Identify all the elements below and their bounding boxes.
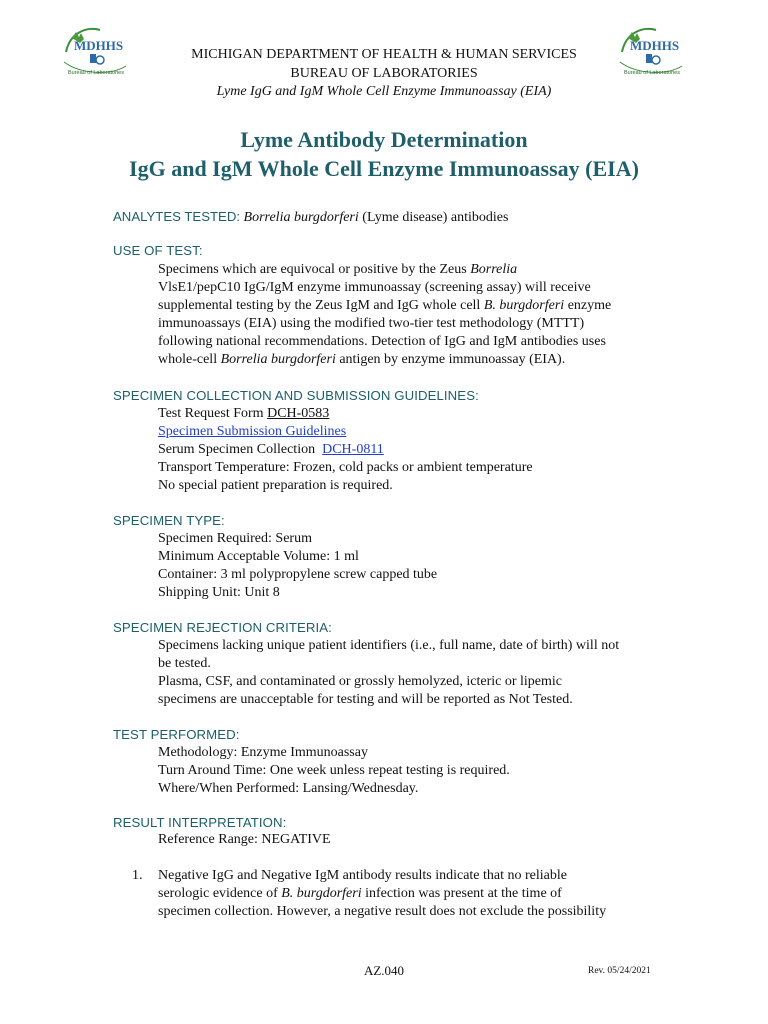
collection-heading: SPECIMEN COLLECTION AND SUBMISSION GUIDELINES: — [113, 388, 479, 403]
use-line-2: VlsE1/pepC10 IgG/IgM enzyme immunoassay (screening assay) will receive — [158, 280, 591, 295]
rejection-line: Specimens lacking unique patient identifiers (i.e., full name, date of birth) will not — [158, 638, 620, 653]
specimen-type-line: Shipping Unit: Unit 8 — [158, 585, 280, 600]
transport-line: Transport Temperature: Frozen, cold packs or ambient temperature — [158, 460, 533, 475]
svg-text:MDHHS: MDHHS — [74, 38, 124, 53]
footer-doc-id: AZ.040 — [363, 963, 405, 978]
performed-line: Turn Around Time: One week unless repeat testing is required. — [158, 763, 510, 778]
page-title: Lyme Antibody Determination — [240, 127, 528, 152]
header-test-name: Lyme IgG and IgM Whole Cell Enzyme Immunoassay (EIA) — [216, 84, 552, 99]
specimen-type-line: Minimum Acceptable Volume: 1 ml — [158, 549, 359, 564]
use-line-4: immunoassays (EIA) using the modified two-tier test methodology (MTTT) — [158, 316, 585, 331]
rejection-line: Plasma, CSF, and contaminated or grossly hemolyzed, icteric or lipemic — [158, 674, 563, 689]
analytes-rest: (Lyme disease) antibodies — [362, 210, 509, 225]
serum-collection-line: Serum Specimen Collection DCH-0811 — [158, 442, 384, 457]
performed-line: Methodology: Enzyme Immunoassay — [158, 745, 368, 760]
header-bureau: BUREAU OF LABORATORIES — [290, 66, 478, 81]
rejection-line: be tested. — [158, 656, 211, 671]
reference-range: Reference Range: NEGATIVE — [158, 832, 331, 847]
svg-text:Bureau of Laboratories: Bureau of Laboratories — [624, 70, 680, 76]
interpretation-heading: RESULT INTERPRETATION: — [113, 815, 287, 830]
interpretation-line-3: specimen collection. However, a negative result does not exclude the possibility — [158, 904, 607, 919]
analytes-line — [113, 209, 508, 226]
interpretation-line-2: serologic evidence of B. burgdorferi infection was present at the time of — [158, 886, 562, 901]
page-subtitle: IgG and IgM Whole Cell Enzyme Immunoassay (EIA) — [129, 156, 639, 181]
list-item-number: 1. — [132, 868, 143, 883]
footer-revision: Rev. 05/24/2021 — [588, 966, 651, 976]
form-dch-0583-link[interactable]: DCH-0583 — [267, 406, 330, 421]
specimen-type-heading: SPECIMEN TYPE: — [113, 513, 225, 528]
analytes-label: ANALYTES TESTED: — [113, 209, 241, 224]
test-performed-heading: TEST PERFORMED: — [113, 727, 240, 742]
performed-line: Where/When Performed: Lansing/Wednesday. — [158, 781, 419, 796]
header-agency: MICHIGAN DEPARTMENT OF HEALTH & HUMAN SERVICES — [191, 47, 577, 62]
use-line-3: supplemental testing by the Zeus IgM and IgG whole cell B. burgdorferi enzyme — [158, 298, 612, 313]
submission-guidelines-link[interactable]: Specimen Submission Guidelines — [158, 424, 347, 439]
use-line-1: Specimens which are equivocal or positive by the Zeus Borrelia — [158, 262, 518, 277]
guidelines-line — [158, 423, 346, 441]
form-dch-0811-link[interactable]: DCH-0811 — [322, 442, 384, 457]
use-line-5: following national recommendations. Detection of IgG and IgM antibodies uses — [158, 334, 606, 349]
use-line-6: whole-cell Borrelia burgdorferi antigen by enzyme immunoassay (EIA). — [158, 352, 566, 367]
specimen-type-line: Specimen Required: Serum — [158, 531, 312, 546]
interpretation-line-1: Negative IgG and Negative IgM antibody results indicate that no reliable — [158, 868, 567, 883]
use-of-test-heading: USE OF TEST: — [113, 243, 203, 258]
svg-text:MDHHS: MDHHS — [630, 38, 680, 53]
rejection-heading: SPECIMEN REJECTION CRITERIA: — [113, 620, 332, 635]
rejection-line: specimens are unacceptable for testing and will be reported as Not Tested. — [158, 692, 573, 707]
request-form-line: Test Request Form DCH-0583 — [158, 406, 330, 421]
prep-line: No special patient preparation is required. — [158, 478, 393, 493]
svg-text:Bureau of Laboratories: Bureau of Laboratories — [68, 70, 124, 76]
specimen-type-line: Container: 3 ml polypropylene screw capped tube — [158, 567, 438, 582]
analytes-organism: Borrelia burgdorferi — [243, 210, 359, 225]
